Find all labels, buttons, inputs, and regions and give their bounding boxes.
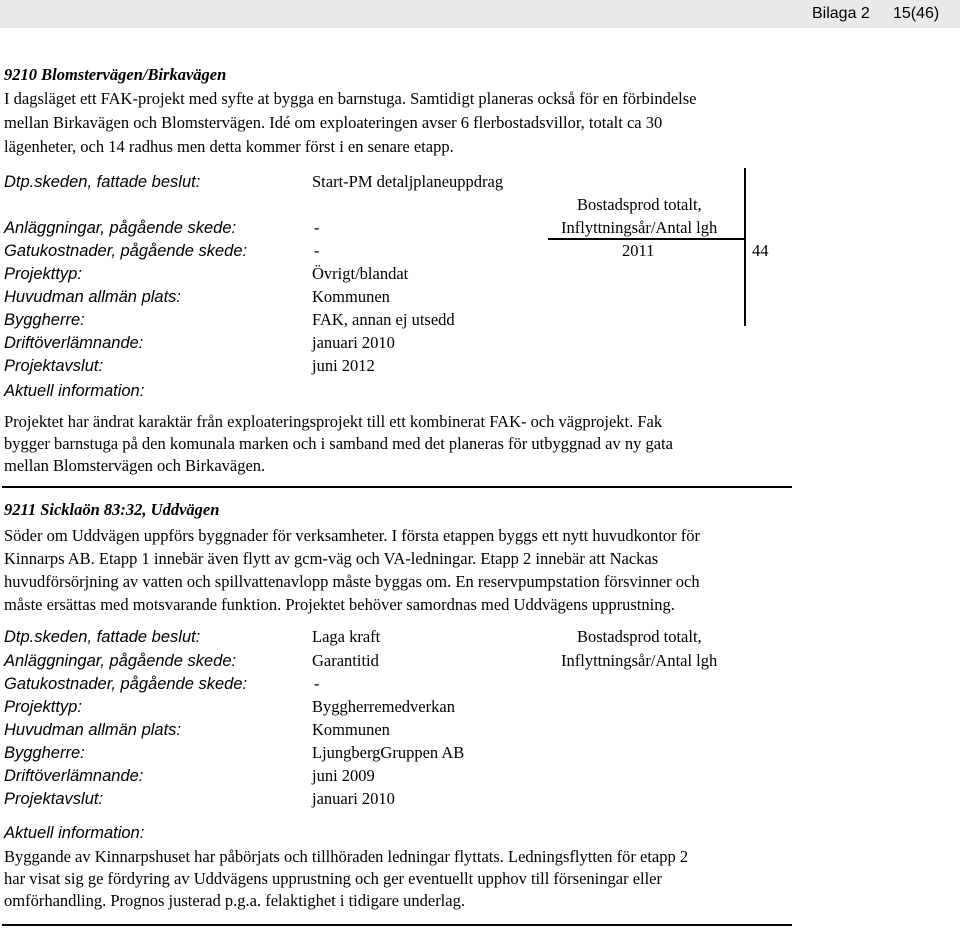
intro-line: Söder om Uddvägen uppförs byggnader för verksamheter. I första etappen byggs ett nytt huvudkontor för bbox=[4, 526, 701, 545]
field-label: Gatukostnader, pågående skede: bbox=[4, 675, 248, 693]
intro-line: Kinnarps AB. Etapp 1 innebär även flytt av gcm-väg och VA-ledningar. Etapp 2 innebär att Nackas bbox=[4, 549, 659, 568]
intro-line: lägenheter, och 14 radhus men detta kommer först i en senare etapp. bbox=[4, 137, 454, 156]
field-value: LjungbergGruppen AB bbox=[312, 743, 465, 762]
intro-line: huvudförsörjning av vatten och spillvattenavlopp måste byggas om. En reservpumpstation försvinner och bbox=[4, 572, 700, 591]
field-value: - bbox=[314, 674, 320, 693]
field-value: Kommunen bbox=[312, 287, 390, 306]
divider bbox=[744, 168, 746, 326]
project-title: 9210 Blomstervägen/Birkavägen bbox=[4, 65, 227, 84]
aktuell-line: bygger barnstuga på den komunala marken och i samband med det planeras för utbyggnad av ny gata bbox=[4, 434, 673, 453]
field-label: Dtp.skeden, fattade beslut: bbox=[4, 628, 201, 646]
field-label: Anläggningar, pågående skede: bbox=[4, 652, 237, 670]
bostad-header: Bostadsprod totalt, bbox=[577, 195, 702, 214]
field-label: Byggherre: bbox=[4, 311, 85, 329]
field-value: januari 2010 bbox=[312, 333, 395, 352]
aktuell-label: Aktuell information: bbox=[4, 382, 145, 400]
aktuell-line: har visat sig ge fördyring av Uddvägens upprustning och ger eventuellt upphov till förseningar eller bbox=[4, 869, 663, 888]
aktuell-line: Byggande av Kinnarpshuset har påbörjats och tillhöraden ledningar flyttats. Ledningsflytten för etapp 2 bbox=[4, 847, 689, 866]
aktuell-line: mellan Blomstervägen och Birkavägen. bbox=[4, 456, 266, 475]
bostad-year: 2011 bbox=[622, 241, 655, 260]
section-divider bbox=[2, 486, 792, 488]
field-label: Dtp.skeden, fattade beslut: bbox=[4, 173, 201, 191]
field-label: Projekttyp: bbox=[4, 265, 82, 283]
field-value: januari 2010 bbox=[312, 789, 395, 808]
field-label: Anläggningar, pågående skede: bbox=[4, 219, 237, 237]
field-value: Övrigt/blandat bbox=[312, 264, 409, 283]
field-value: Start-PM detaljplaneuppdrag bbox=[312, 172, 504, 191]
field-label: Gatukostnader, pågående skede: bbox=[4, 242, 248, 260]
field-label: Projektavslut: bbox=[4, 357, 104, 375]
intro-line: I dagsläget ett FAK-projekt med syfte at bygga en barnstuga. Samtidigt planeras också för en förbindelse bbox=[4, 89, 697, 108]
field-label: Huvudman allmän plats: bbox=[4, 288, 182, 306]
bostad-header: Inflyttningsår/Antal lgh bbox=[561, 218, 718, 237]
field-label: Huvudman allmän plats: bbox=[4, 721, 182, 739]
section-divider bbox=[2, 924, 792, 926]
field-label: Projekttyp: bbox=[4, 698, 82, 716]
field-value: Laga kraft bbox=[312, 627, 381, 646]
field-label: Driftöverlämnande: bbox=[4, 334, 144, 352]
field-label: Driftöverlämnande: bbox=[4, 767, 144, 785]
bostad-count: 44 bbox=[752, 241, 769, 260]
bostad-header: Inflyttningsår/Antal lgh bbox=[561, 651, 718, 670]
field-value: - bbox=[314, 241, 320, 260]
bostad-header: Bostadsprod totalt, bbox=[577, 627, 702, 646]
aktuell-line: omförhandling. Prognos justerad p.g.a. felaktighet i tidigare underlag. bbox=[4, 891, 465, 910]
page-number: 15(46) bbox=[893, 5, 940, 22]
project-title: 9211 Sicklaön 83:32, Uddvägen bbox=[4, 500, 220, 519]
field-label: Projektavslut: bbox=[4, 790, 104, 808]
field-value: - bbox=[314, 218, 320, 237]
field-value: Byggherremedverkan bbox=[312, 697, 455, 716]
intro-line: måste ersättas med motsvarande funktion. Projektet behöver samordnas med Uddvägens upprustning. bbox=[4, 595, 675, 614]
field-value: juni 2009 bbox=[312, 766, 375, 785]
intro-line: mellan Birkavägen och Blomstervägen. Idé om exploateringen avser 6 flerbostadsvillor, totalt ca 30 bbox=[4, 113, 663, 132]
aktuell-line: Projektet har ändrat karaktär från exploateringsprojekt till ett kombinerat FAK- och vägprojekt. Fak bbox=[4, 412, 663, 431]
field-label: Byggherre: bbox=[4, 744, 85, 762]
field-value: juni 2012 bbox=[312, 356, 375, 375]
field-value: FAK, annan ej utsedd bbox=[312, 310, 455, 329]
field-value: Kommunen bbox=[312, 720, 390, 739]
aktuell-label: Aktuell information: bbox=[4, 824, 145, 842]
field-value: Garantitid bbox=[312, 651, 379, 670]
bilaga-label: Bilaga 2 bbox=[812, 5, 870, 22]
